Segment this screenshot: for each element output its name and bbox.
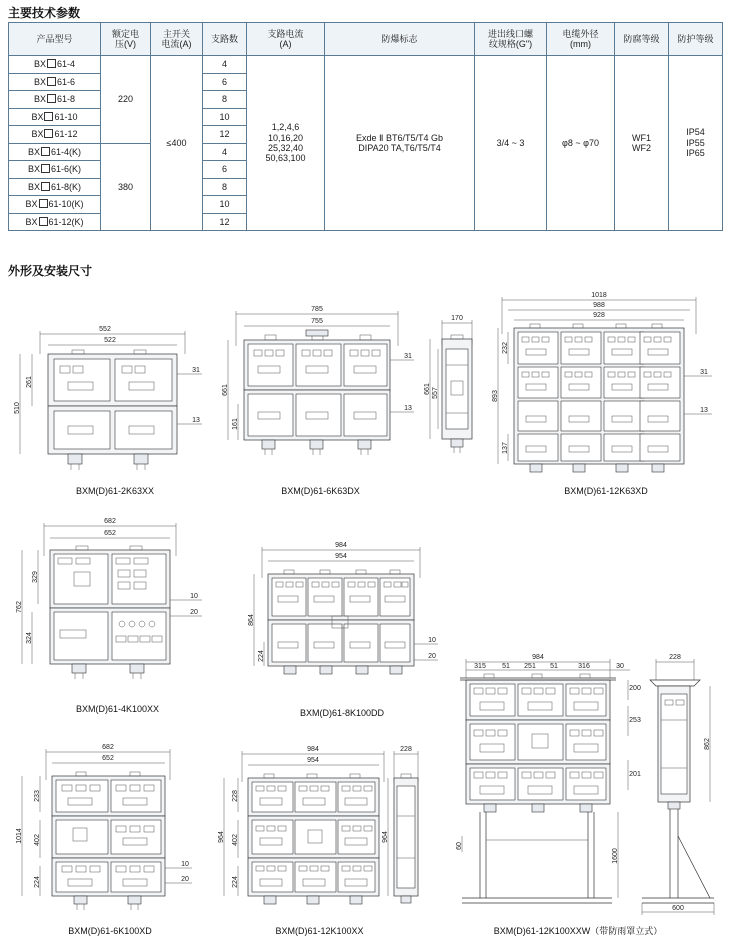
dim-964: 964 xyxy=(218,831,225,843)
dim-1018: 1018 xyxy=(591,292,607,299)
cell-branches: 8 xyxy=(203,178,247,196)
figure-caption: BXM(D)61-12K100XX xyxy=(275,926,364,936)
checkbox-placeholder-icon xyxy=(47,77,56,86)
dim-261: 261 xyxy=(26,376,33,388)
dim-10: 10 xyxy=(181,861,189,868)
dim-228: 228 xyxy=(232,790,239,802)
dim-137: 137 xyxy=(502,442,509,454)
dim-228-side: 228 xyxy=(400,746,412,753)
th-voltage: 额定电 压(V) xyxy=(101,23,151,56)
cell-anticorrosion: WF1 WF2 xyxy=(615,56,669,231)
dim-224: 224 xyxy=(258,650,265,662)
dim-253: 253 xyxy=(629,717,641,724)
cell-branch-current: 1,2,4,6 10,16,20 25,32,40 50,63,100 xyxy=(247,56,325,231)
cell-branches: 8 xyxy=(203,91,247,109)
dim-984: 984 xyxy=(307,746,319,753)
dim-31: 31 xyxy=(192,367,200,374)
dim-988: 988 xyxy=(593,302,605,309)
dim-20: 20 xyxy=(428,653,436,660)
dim-20: 20 xyxy=(181,876,189,883)
cell-model: BX 61-12(K) xyxy=(9,213,101,231)
cell-thread: 3/4 ~ 3 xyxy=(475,56,547,231)
cell-model: BX 61-8(K) xyxy=(9,178,101,196)
dim-20: 20 xyxy=(190,609,198,616)
th-thread: 进出线口螺 纹规格(G") xyxy=(475,23,547,56)
dim-10: 10 xyxy=(190,593,198,600)
cell-model: BX 61-10(K) xyxy=(9,196,101,214)
drawing-4k100xx xyxy=(10,512,225,702)
th-protection: 防护等级 xyxy=(669,23,723,56)
dim-785: 785 xyxy=(311,306,323,313)
figure-6k100xd xyxy=(10,738,210,936)
dim-224: 224 xyxy=(34,876,41,888)
dim-10: 10 xyxy=(428,637,436,644)
dim-315: 315 xyxy=(474,663,486,670)
dim-862: 862 xyxy=(704,738,711,750)
figure-caption: BXM(D)61-12K63XD xyxy=(564,486,648,496)
cell-model: BX 61-4 xyxy=(9,56,101,74)
cell-branches: 12 xyxy=(203,126,247,144)
cell-cable-od: φ8 ~ φ70 xyxy=(547,56,615,231)
drawing-side-view xyxy=(420,305,490,465)
cell-ex-mark: Exde Ⅱ BT6/T5/T4 Gb DIPA20 TA,T6/T5/T4 xyxy=(325,56,475,231)
dim-402: 402 xyxy=(34,834,41,846)
dim-552: 552 xyxy=(99,326,111,333)
dim-984: 984 xyxy=(532,654,544,661)
checkbox-placeholder-icon xyxy=(39,199,48,208)
dim-316: 316 xyxy=(578,663,590,670)
checkbox-placeholder-icon xyxy=(47,94,56,103)
cell-model: BX 61-12 xyxy=(9,126,101,144)
dim-200: 200 xyxy=(629,685,641,692)
spec-table xyxy=(8,22,723,231)
dim-652: 652 xyxy=(104,530,116,537)
th-ex-mark: 防爆标志 xyxy=(325,23,475,56)
dim-251: 251 xyxy=(524,663,536,670)
dim-329: 329 xyxy=(32,571,39,583)
figure-6k63dx xyxy=(218,300,423,496)
drawing-2k63xx xyxy=(10,318,220,483)
figure-4k100xx xyxy=(10,512,225,714)
figure-12k100xxw xyxy=(432,640,724,936)
figure-caption: BXM(D)61-6K63DX xyxy=(281,486,360,496)
drawing-12k63xd xyxy=(488,288,724,488)
dim-682: 682 xyxy=(102,744,114,751)
dim-928: 928 xyxy=(593,312,605,319)
cell-protection: IP54 IP55 IP65 xyxy=(669,56,723,231)
th-branches: 支路数 xyxy=(203,23,247,56)
drawing-6k63dx xyxy=(218,300,423,485)
th-branch-current: 支路电流 (A) xyxy=(247,23,325,56)
dim-170: 170 xyxy=(451,315,463,322)
dim-60: 60 xyxy=(456,842,463,850)
dim-1014: 1014 xyxy=(16,828,23,844)
dim-864: 864 xyxy=(248,614,255,626)
drawing-12k100xxw xyxy=(432,640,724,922)
cell-model: BX 61-4(K) xyxy=(9,143,101,161)
dim-228: 228 xyxy=(669,654,681,661)
dim-652: 652 xyxy=(102,755,114,762)
figure-8k100dd xyxy=(242,536,442,718)
figure-caption: BXM(D)61-4K100XX xyxy=(75,704,160,714)
checkbox-placeholder-icon xyxy=(39,217,48,226)
drawing-12k100xx xyxy=(212,742,427,924)
checkbox-placeholder-icon xyxy=(41,147,50,156)
table-header-row xyxy=(9,23,723,56)
dim-600: 600 xyxy=(672,905,684,912)
cell-voltage-380: 380 xyxy=(101,143,151,231)
figure-12k100xx xyxy=(212,742,427,936)
dim-31: 31 xyxy=(700,369,708,376)
dim-557: 557 xyxy=(432,387,439,399)
dim-661-side: 661 xyxy=(424,383,431,395)
dim-954: 954 xyxy=(307,757,319,764)
th-anticorrosion: 防腐等级 xyxy=(615,23,669,56)
cell-model: BX 61-8 xyxy=(9,91,101,109)
dim-762: 762 xyxy=(16,601,23,613)
checkbox-placeholder-icon xyxy=(41,164,50,173)
cell-branches: 10 xyxy=(203,108,247,126)
cell-branches: 12 xyxy=(203,213,247,231)
figure-2k63xx xyxy=(10,318,220,496)
dim-682: 682 xyxy=(104,518,116,525)
dim-522: 522 xyxy=(104,337,116,344)
cell-model: BX 61-6 xyxy=(9,73,101,91)
dim-31: 31 xyxy=(404,353,412,360)
dim-510: 510 xyxy=(14,402,21,414)
dim-984: 984 xyxy=(335,542,347,549)
dim-1600: 1600 xyxy=(612,848,619,864)
dim-964-side: 964 xyxy=(382,831,389,843)
th-cable-od: 电缆外径 (mm) xyxy=(547,23,615,56)
checkbox-placeholder-icon xyxy=(44,112,53,121)
drawing-6k100xd xyxy=(10,738,210,923)
table-row xyxy=(9,56,723,74)
section-title-specs: 主要技术参数 xyxy=(8,6,81,20)
dim-954: 954 xyxy=(335,553,347,560)
dim-13: 13 xyxy=(404,405,412,412)
cell-branches: 6 xyxy=(203,161,247,179)
checkbox-placeholder-icon xyxy=(41,182,50,191)
dim-755: 755 xyxy=(311,318,323,325)
dim-201: 201 xyxy=(629,771,641,778)
dim-402: 402 xyxy=(232,834,239,846)
th-model: 产品型号 xyxy=(9,23,101,56)
dim-30: 30 xyxy=(616,663,624,670)
dim-232: 232 xyxy=(502,342,509,354)
dim-51b: 51 xyxy=(550,663,558,670)
figure-caption: BXM(D)61-12K100XXW（带防雨罩立式） xyxy=(493,926,663,936)
dim-13: 13 xyxy=(700,407,708,414)
th-main-current: 主开关 电流(A) xyxy=(151,23,203,56)
cell-branches: 10 xyxy=(203,196,247,214)
cell-model: BX 61-10 xyxy=(9,108,101,126)
figure-caption: BXM(D)61-8K100DD xyxy=(299,708,385,718)
checkbox-placeholder-icon xyxy=(44,129,53,138)
cell-main-current: ≤400 xyxy=(151,56,203,231)
cell-branches: 4 xyxy=(203,143,247,161)
cell-model: BX 61-6(K) xyxy=(9,161,101,179)
dim-224: 224 xyxy=(232,876,239,888)
spec-table-container xyxy=(8,22,722,231)
section-title-dimensions: 外形及安装尺寸 xyxy=(8,264,93,278)
figure-caption: BXM(D)61-6K100XD xyxy=(68,926,152,936)
dim-324: 324 xyxy=(26,632,33,644)
dim-51a: 51 xyxy=(502,663,510,670)
dim-661: 661 xyxy=(222,384,229,396)
figure-caption: BXM(D)61-2K63XX xyxy=(75,486,155,496)
cell-voltage-220: 220 xyxy=(101,56,151,144)
cell-branches: 6 xyxy=(203,73,247,91)
figure-side-view xyxy=(420,305,490,465)
figure-12k63xd xyxy=(488,288,724,496)
dim-233: 233 xyxy=(34,790,41,802)
cell-branches: 4 xyxy=(203,56,247,74)
dim-13: 13 xyxy=(192,417,200,424)
dim-161: 161 xyxy=(232,418,239,430)
drawing-8k100dd xyxy=(242,536,442,706)
dim-893: 893 xyxy=(492,390,499,402)
checkbox-placeholder-icon xyxy=(47,59,56,68)
